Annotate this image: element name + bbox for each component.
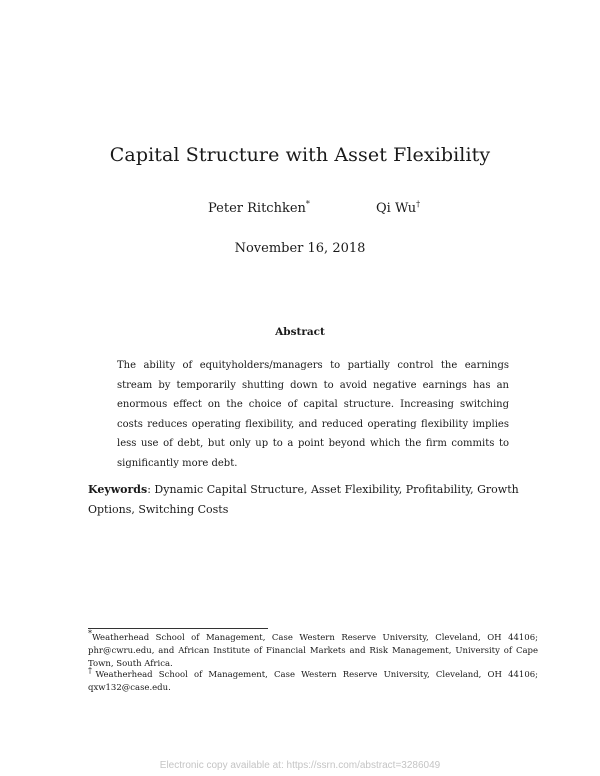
author-name: Qi Wu [376,201,417,216]
abstract-body: The ability of equityholders/managers to partially control the earnings stream by temporarily shutting down to avoid negative earnings has an enormous effect on the choice of capital structure. Increasing switching costs reduces operating flexibility, and reduced operating flexibility implies less use of debt, but only up to a point beyond which the firm commits to significantly more debt. [117,360,509,469]
footnote-text: Weatherhead School of Management, Case Western Reserve University, Cleveland, OH 44106; phr@cwru.edu, and African Institute of Financial Markets and Risk Management, University of Cape Town, South Africa. [88,633,538,669]
author-footnote-mark: * [305,199,310,209]
author-name: Peter Ritchken [208,201,306,216]
footnote-mark: * [88,629,92,639]
paper-title: Capital Structure with Asset Flexibility [109,144,491,166]
footnote-text: Weatherhead School of Management, Case Western Reserve University, Cleveland, OH 44106; qxw132@case.edu. [88,670,538,693]
author-footnote-mark: † [416,199,421,209]
keywords [88,480,538,520]
keywords-label: Keywords [88,483,148,496]
footnote-divider [88,628,268,629]
footnote-mark: † [88,666,96,676]
abstract-heading: Abstract [275,326,325,338]
paper-date: November 16, 2018 [234,241,366,256]
footnote-2 [88,666,538,695]
keywords-list: : Dynamic Capital Structure, Asset Flexibility, Profitability, Growth Options, Switching Costs [88,483,519,516]
author-wu [376,201,420,216]
author-ritchken [208,201,310,216]
ssrn-footer: Electronic copy available at: https://ssrn.com/abstract=3286049 [159,760,441,771]
footnote-1 [88,629,538,670]
